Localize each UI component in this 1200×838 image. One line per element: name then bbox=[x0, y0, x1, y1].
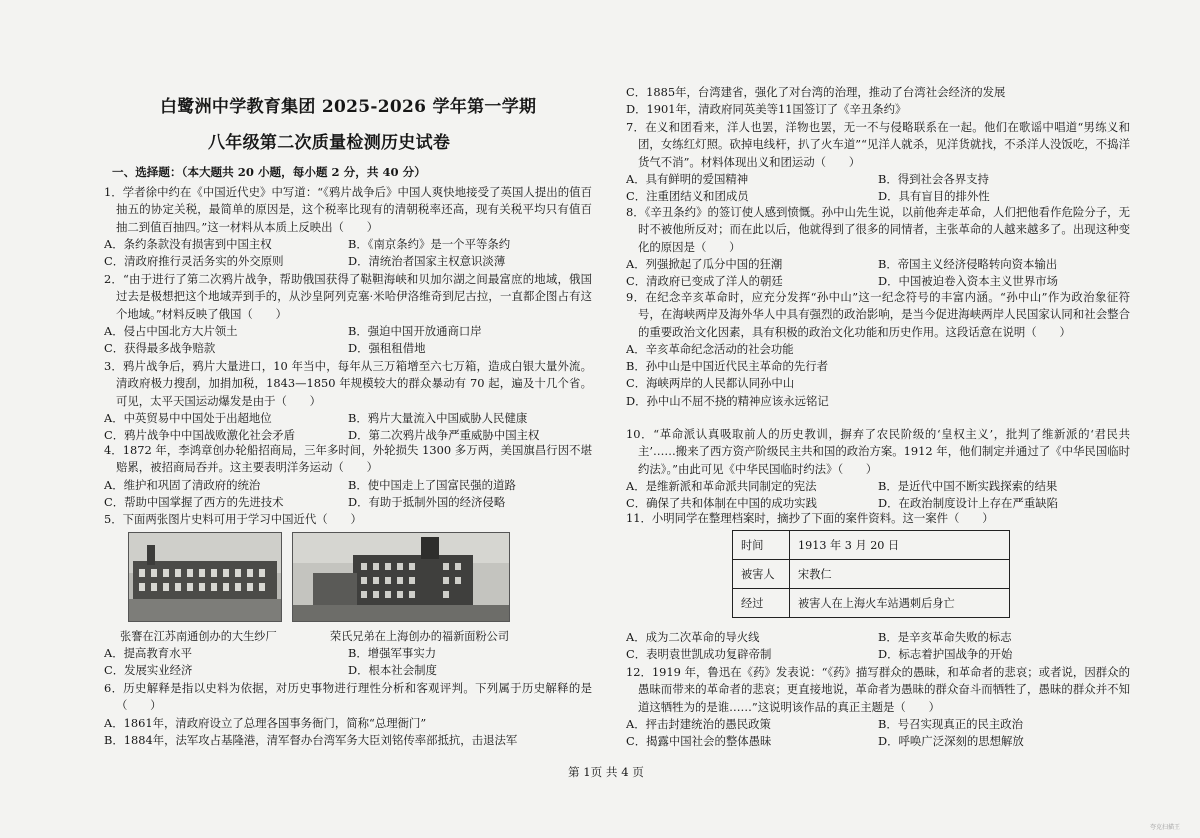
option-c: C．揭露中国社会的整体愚昧 bbox=[626, 734, 772, 749]
option-c: C．帮助中国掌握了西方的先进技术 bbox=[104, 494, 284, 509]
option-a: A．成为二次革命的导火线 bbox=[626, 630, 760, 644]
question-9 bbox=[626, 289, 1130, 410]
option-b: B．增强军事实力 bbox=[348, 646, 437, 660]
option-d: D．中国被迫卷入资本主义世界市场 bbox=[878, 274, 1058, 289]
option-a: A．中英贸易中中国处于出超地位 bbox=[104, 410, 272, 425]
option-a: A．条约条款没有损害到中国主权 bbox=[104, 236, 272, 251]
question-11-options bbox=[626, 629, 1130, 664]
question-stem: 4．1872 年，李鸿章创办轮船招商局，三年多时间，外轮损失 1300 多万两，美国旗昌行因不堪赔累，被招商局吞并。这主要表明洋务运动（ ） bbox=[104, 443, 592, 475]
option-b: B．《南京条约》是一个平等条约 bbox=[348, 236, 511, 251]
option-d: D．孙中山不屈不挠的精神应该永远铭记 bbox=[626, 393, 829, 408]
question-stem: 9．在纪念辛亥革命时，应充分发挥“孙中山”这一纪念符号的丰富内涵。“孙中山”作为政治象征符号，在海峡两岸及海外华人中具有强烈的政治影响，是当今促进海峡两岸人民国家认同和社会整合的重要政治文化因素，具有积极的政治文化功能和历史作用。这段话意在说明（ ） bbox=[626, 290, 1130, 339]
question-5-options bbox=[104, 645, 592, 680]
question-stem: 2．“由于进行了第二次鸦片战争，帮助俄国获得了鞑靼海峡和贝加尔湖之间最富庶的地域，俄国过去是极想把这个地域弄到手的，从沙皇阿列克塞·米哈伊洛维奇到尼古拉，一直都企图占有这个地域。”材料反映了俄国（ ） bbox=[104, 272, 592, 321]
case-label: 被害人 bbox=[733, 560, 790, 589]
question-6-continued bbox=[626, 84, 1130, 119]
question-12 bbox=[626, 664, 1130, 750]
option-a: A．是维新派和革命派共同制定的宪法 bbox=[626, 478, 817, 493]
option-c: C．表明袁世凯成功复辟帝制 bbox=[626, 647, 772, 662]
option-d: D．呼唤广泛深刻的思想解放 bbox=[878, 734, 1024, 749]
question-2 bbox=[104, 271, 592, 357]
exam-title-school: 白鹭洲中学教育集团 2025-2026 学年第一学期 bbox=[160, 97, 537, 117]
question-stem: 6．历史解释是指以史料为依据，对历史事物进行理性分析和客观评判。下列属于历史解释的是（ ） bbox=[104, 681, 592, 713]
option-a: A．列强掀起了瓜分中国的狂潮 bbox=[626, 256, 783, 271]
case-info-table bbox=[732, 530, 1010, 618]
option-b: B．是辛亥革命失败的标志 bbox=[878, 630, 1012, 644]
question-stem: 12．1919 年，鲁迅在《药》发表说：“《药》描写群众的愚昧，和革命者的悲哀；或者说，因群众的愚昧而带来的革命者的悲哀；更直接地说，革命者为愚昧的群众奋斗而牺牲了，愚昧的群众并不知道这牺牲为的是谁……”这说明该作品的真正主题是（ ） bbox=[626, 665, 1130, 714]
option-c: C．确保了共和体制在中国的成功实践 bbox=[626, 496, 817, 511]
question-stem: 7．在义和团看来，洋人也罢，洋物也罢，无一不与侵略联系在一起。他们在歌谣中唱道“男练义和团，女练红灯照。砍掉电线杆，扒了火车道”“见洋人就杀，见洋货就找，不杀洋人没饭吃，不捣洋货气不消”。材料体现出义和团运动（ ） bbox=[626, 120, 1130, 169]
option-a: A．1861年，清政府设立了总理各国事务衙门，简称“总理衙门” bbox=[104, 715, 427, 730]
option-b: B．鸦片大量流入中国威胁人民健康 bbox=[348, 410, 528, 425]
option-d: D．标志着护国战争的开始 bbox=[878, 647, 1013, 662]
option-b: B．得到社会各界支持 bbox=[878, 171, 989, 186]
option-c: C．发展实业经济 bbox=[104, 663, 193, 678]
option-b: B．是近代中国不断实践探索的结果 bbox=[878, 478, 1058, 493]
option-a: A．具有鲜明的爱国精神 bbox=[626, 171, 749, 186]
section-heading: 一、选择题：（本大题共 20 小题，每小题 2 分，共 40 分） bbox=[112, 165, 426, 179]
option-d: D．清统治者国家主权意识淡薄 bbox=[348, 254, 506, 269]
question-7 bbox=[626, 119, 1130, 205]
option-d: D．1901年，清政府同英美等11国签订了《辛丑条约》 bbox=[626, 102, 907, 117]
option-a: A．侵占中国北方大片领土 bbox=[104, 323, 238, 338]
case-value: 宋教仁 bbox=[790, 560, 1010, 589]
table-row bbox=[733, 531, 1010, 560]
question-10 bbox=[626, 426, 1130, 512]
case-value: 被害人在上海火车站遇刺后身亡 bbox=[790, 589, 1010, 618]
question-5 bbox=[104, 511, 592, 528]
option-b: B．使中国走上了国富民强的道路 bbox=[348, 477, 516, 492]
question-8 bbox=[626, 204, 1130, 290]
case-value: 1913 年 3 月 20 日 bbox=[790, 531, 1010, 560]
option-c: C．注重团结义和团成员 bbox=[626, 189, 749, 204]
option-b: B．号召实现真正的民主政治 bbox=[878, 716, 1024, 731]
photo-fuxin-flour-mill bbox=[292, 532, 510, 622]
photo-dasheng-cotton-mill bbox=[128, 532, 282, 622]
question-stem: 1．学者徐中约在《中国近代史》中写道：“《鸦片战争后》中国人爽快地接受了英国人提出的值百抽五的协定关税，最简单的原因是，这个税率比现有的清朝税率还高，现有关税平均只有值百抽二到值百抽四。”这一材料从本质上反映出（ ） bbox=[104, 185, 592, 234]
factory-photo-1 bbox=[129, 533, 281, 621]
option-d: D．强租租借地 bbox=[348, 341, 426, 356]
question-11 bbox=[626, 510, 1130, 527]
option-d: D．第二次鸦片战争严重威胁中国主权 bbox=[348, 428, 540, 443]
table-row bbox=[733, 589, 1010, 618]
option-b: B．1884年，法军攻占基隆港，清军督办台湾军务大臣刘铭传率部抵抗，击退法军 bbox=[104, 732, 518, 747]
option-a: A．辛亥革命纪念活动的社会功能 bbox=[626, 341, 794, 356]
question-stem: 10．“革命派认真吸取前人的历史教训，摒弃了农民阶级的‘皇权主义’，批判了维新派的‘君民共主’……搬来了西方资产阶级民主共和国的政治方案。1912 年，他们制定并通过了《中华民国临时约法》。”由此可见《中华民国临时约法》（ ） bbox=[626, 427, 1130, 476]
option-c: C．海峡两岸的人民都认同孙中山 bbox=[626, 376, 795, 391]
option-c: C．清政府已变成了洋人的朝廷 bbox=[626, 274, 783, 289]
option-c: C．获得最多战争赔款 bbox=[104, 341, 216, 356]
question-4 bbox=[104, 442, 592, 511]
option-b: B．强迫中国开放通商口岸 bbox=[348, 323, 482, 338]
page-number: 第 1页 共 4 页 bbox=[568, 765, 644, 779]
option-c: C．清政府推行灵活务实的外交原则 bbox=[104, 254, 284, 269]
question-stem: 5．下面两张图片史料可用于学习中国近代（ ） bbox=[104, 512, 362, 526]
question-3 bbox=[104, 358, 592, 444]
table-row bbox=[733, 560, 1010, 589]
exam-title-subject: 八年级第二次质量检测历史试卷 bbox=[208, 133, 451, 153]
option-b: B．孙中山是中国近代民主革命的先行者 bbox=[626, 359, 829, 374]
option-d: D．根本社会制度 bbox=[348, 663, 437, 678]
photo-caption-2: 荣氏兄弟在上海创办的福新面粉公司 bbox=[330, 630, 510, 643]
option-a: A．抨击封建统治的愚民政策 bbox=[626, 716, 771, 731]
case-label: 时间 bbox=[733, 531, 790, 560]
option-a: A．提高教育水平 bbox=[104, 646, 192, 660]
option-d: D．有助于抵制外国的经济侵略 bbox=[348, 494, 506, 509]
option-d: D．在政治制度设计上存在严重缺陷 bbox=[878, 496, 1058, 511]
scanner-watermark: 夸克扫描王 bbox=[1150, 824, 1181, 831]
question-stem: 3．鸦片战争后，鸦片大量进口，10 年当中，每年从三万箱增至六七万箱，造成白银大量外流。清政府极力搜刮，加捐加税，1843—1850 年规模较大的群众暴动有 70 起，遍及十几个省。可见，太平天国运动爆发是由于（ ） bbox=[104, 359, 592, 408]
option-c: C．1885年，台湾建省，强化了对台湾的治理，推动了台湾社会经济的发展 bbox=[626, 85, 1006, 99]
option-c: C．鸦片战争中中国战败激化社会矛盾 bbox=[104, 428, 295, 443]
question-1 bbox=[104, 184, 592, 270]
photo-caption-1: 张謇在江苏南通创办的大生纱厂 bbox=[120, 630, 277, 643]
case-label: 经过 bbox=[733, 589, 790, 618]
option-b: B．帝国主义经济侵略转向资本输出 bbox=[878, 256, 1058, 271]
question-stem: 8．《辛丑条约》的签订使人感到愤慨。孙中山先生说，以前他奔走革命，人们把他看作危险分子，无时不被他所反对；而在此以后，他就得到了很多的同情者，主张革命的人越来越多了。出现这种变化的原因是（ ） bbox=[626, 205, 1130, 254]
question-6 bbox=[104, 680, 592, 749]
option-a: A．维护和巩固了清政府的统治 bbox=[104, 477, 261, 492]
factory-photo-2 bbox=[293, 533, 509, 621]
option-d: D．具有盲目的排外性 bbox=[878, 189, 990, 204]
question-stem: 11．小明同学在整理档案时，摘抄了下面的案件资料。这一案件（ ） bbox=[626, 511, 994, 525]
